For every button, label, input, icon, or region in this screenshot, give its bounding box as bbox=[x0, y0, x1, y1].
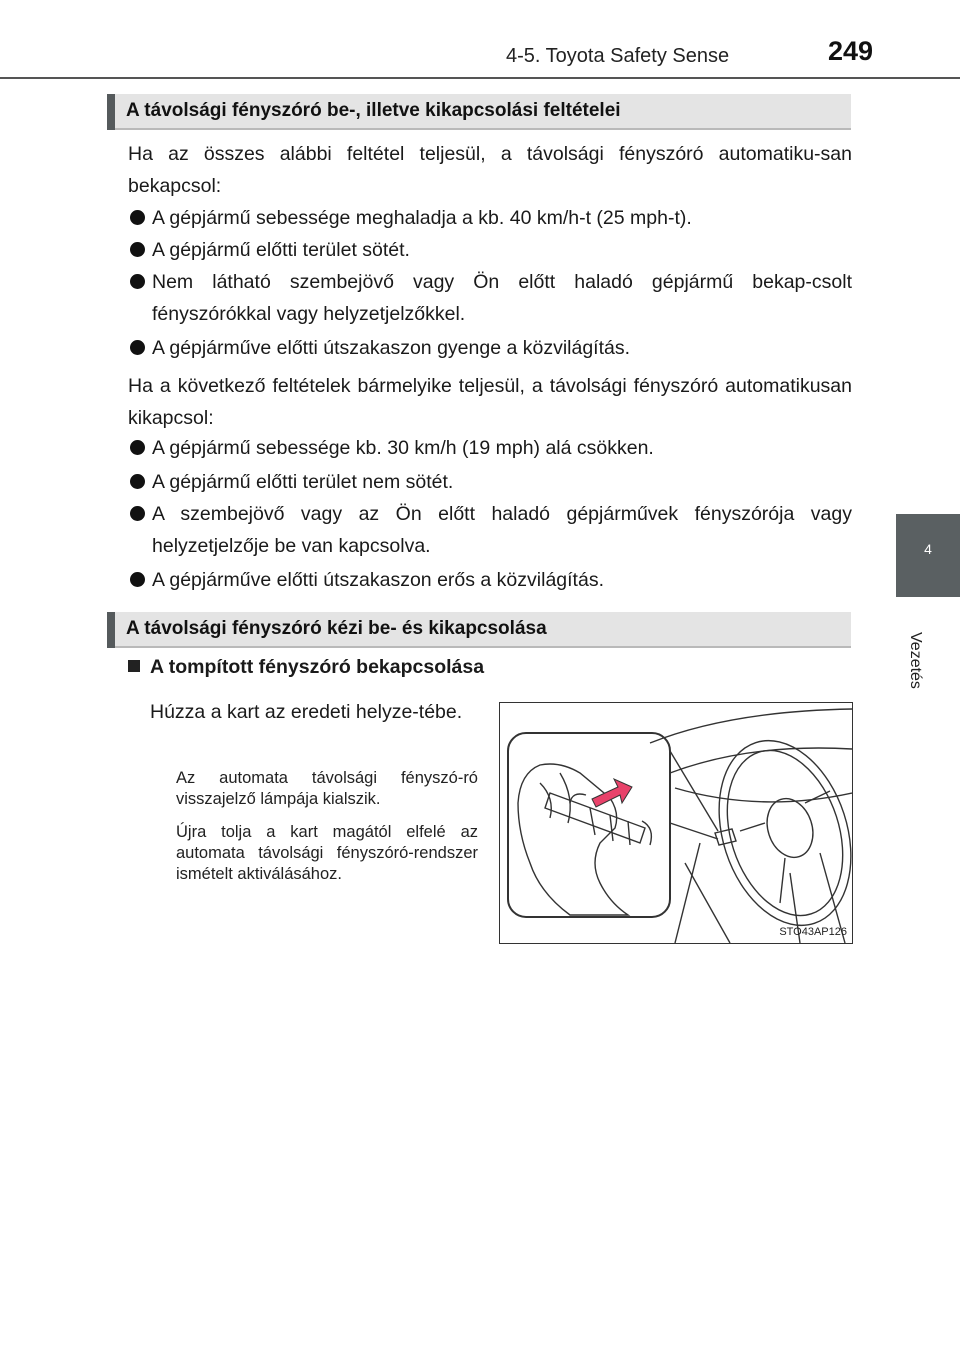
page-number: 249 bbox=[828, 36, 874, 66]
list-item-text: A gépjármű előtti terület nem sötét. bbox=[152, 471, 454, 493]
intro-off-paragraph: Ha a következő feltételek bármelyike teljesül, a távolsági fényszóró automatikusan kikapcsol: bbox=[128, 375, 852, 429]
pull-arrow-icon bbox=[592, 779, 632, 807]
header-section-title: 4-5. Toyota Safety Sense bbox=[506, 45, 730, 67]
instruction-text: Húzza a kart az eredeti helyze-tébe. bbox=[150, 701, 463, 723]
bullet-icon bbox=[130, 210, 145, 225]
list-item-text: A gépjármű sebessége meghaladja a kb. 40 km/h-t (25 mph-t). bbox=[152, 207, 692, 229]
list-item bbox=[128, 266, 852, 330]
subheading-text: A tompított fényszóró bekapcsolása bbox=[150, 656, 485, 678]
chapter-number: 4 bbox=[924, 541, 932, 557]
list-item bbox=[128, 564, 852, 596]
illustration-drawing bbox=[500, 703, 852, 943]
bullet-icon bbox=[130, 506, 145, 521]
subheading bbox=[128, 656, 484, 679]
list-item bbox=[128, 234, 852, 266]
note-text: Az automata távolsági fényszó-ró visszajelző lámpája kialszik. bbox=[176, 769, 478, 808]
steering-lever-illustration bbox=[499, 702, 853, 944]
list-item-text: A gépjárműve előtti útszakaszon gyenge a közvilágítás. bbox=[152, 337, 631, 359]
list-item-text: A szembejövő vagy az Ön előtt haladó gépjárművek fényszórója vagy helyzetjelzője be van kapcsolva. bbox=[152, 503, 852, 557]
section-heading-bar bbox=[107, 612, 851, 648]
chapter-label-container bbox=[898, 632, 928, 692]
note-text: Újra tolja a kart magától elfelé az automata távolsági fényszóró-rendszer ismételt aktiválásához. bbox=[176, 823, 478, 883]
chapter-label: Vezetés bbox=[907, 632, 924, 689]
bullet-icon bbox=[130, 474, 145, 489]
list-item-text: A gépjárműve előtti útszakaszon erős a közvilágítás. bbox=[152, 569, 604, 591]
bullet-icon bbox=[130, 440, 145, 455]
bullet-icon bbox=[130, 274, 145, 289]
list-item-text: A gépjármű előtti terület sötét. bbox=[152, 239, 410, 261]
list-item-text: Nem látható szembejövő vagy Ön előtt haladó gépjármű bekap-csolt fényszórókkal vagy helyzetjelzőkkel. bbox=[152, 271, 852, 325]
list-item bbox=[128, 498, 852, 562]
section-heading-marker bbox=[107, 612, 115, 648]
bullet-icon bbox=[130, 242, 145, 257]
section-heading-title: A távolsági fényszóró be-, illetve kikapcsolási feltételei bbox=[126, 100, 621, 121]
list-item bbox=[128, 332, 852, 364]
square-bullet-icon bbox=[128, 660, 140, 672]
bullet-icon bbox=[130, 572, 145, 587]
list-item-text: A gépjármű sebessége kb. 30 km/h (19 mph) alá csökken. bbox=[152, 437, 654, 459]
intro-on-paragraph: Ha az összes alábbi feltétel teljesül, a távolsági fényszóró automatiku-san bekapcsol: bbox=[128, 143, 852, 197]
list-item bbox=[128, 202, 852, 234]
section-heading-title: A távolsági fényszóró kézi be- és kikapcsolása bbox=[126, 618, 547, 639]
section-heading-bar bbox=[107, 94, 851, 130]
list-item bbox=[128, 432, 852, 464]
header-rule bbox=[0, 77, 960, 79]
bullet-icon bbox=[130, 340, 145, 355]
list-item bbox=[128, 466, 852, 498]
figure-code: STO43AP126 bbox=[779, 926, 847, 938]
section-heading-marker bbox=[107, 94, 115, 130]
